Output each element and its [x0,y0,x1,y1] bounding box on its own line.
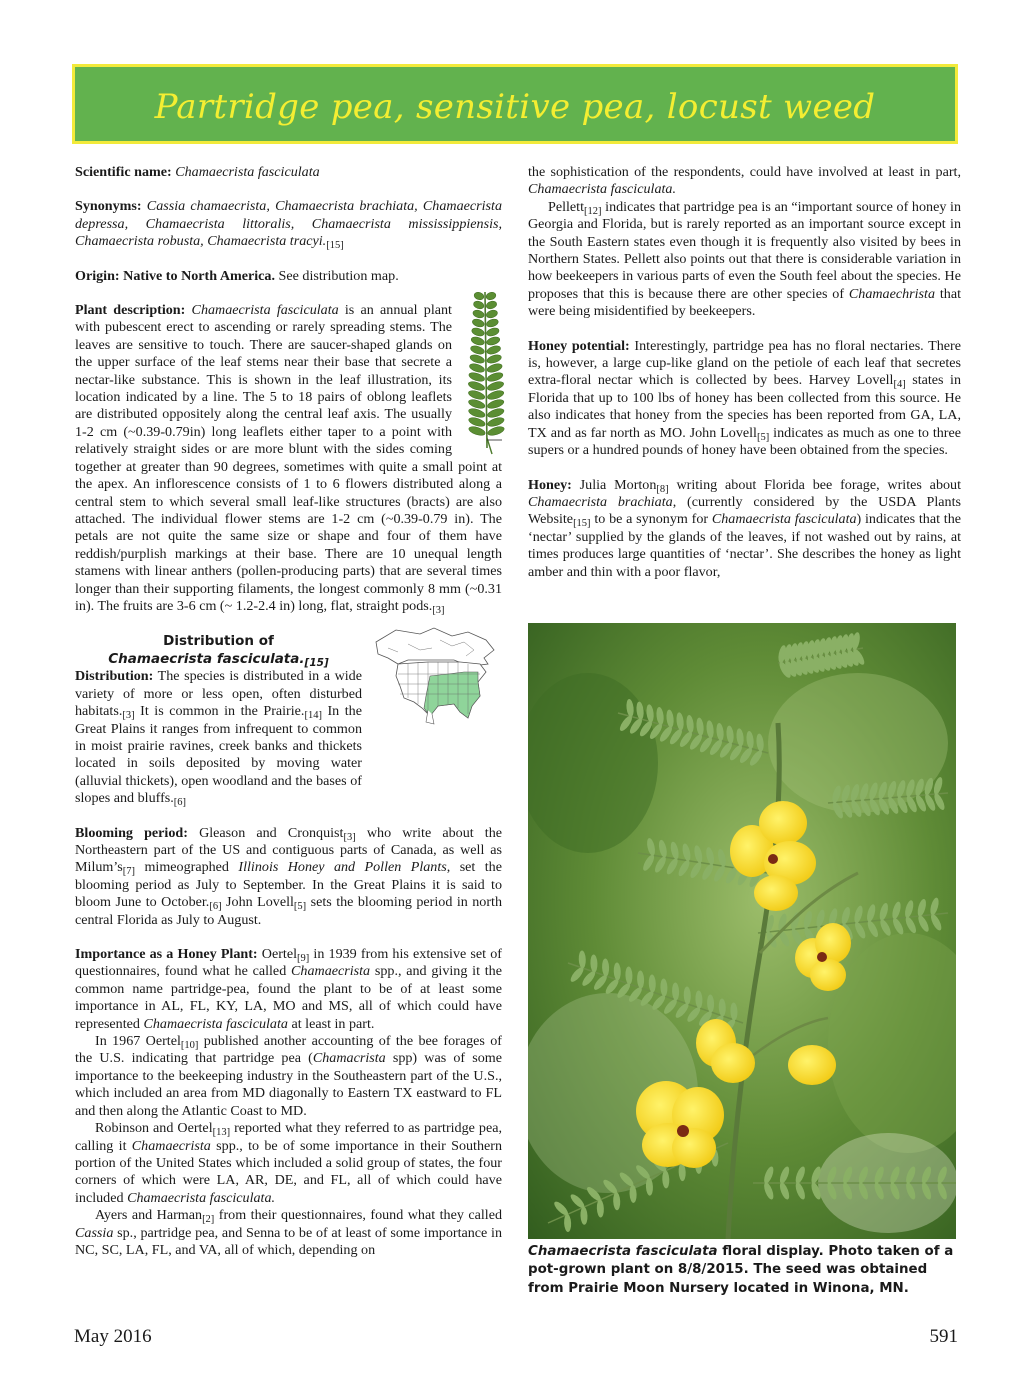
paragraph-text: from their questionnaires, found what they called [214,1207,502,1224]
leaflet [487,398,505,410]
leaflet [487,416,505,428]
plant-text: is an annual plant with pubescent erect to ascending or rarely spreading stems. The leaves are sensitive to touch. There are saucer-shaped glands on the upper surface of the leaf stems near their base that secrete a nectar-like substance. This is shown in the leaf illustration, its location indicated by a line. The 5 to 18 pairs of oblong leaflets are distributed oppositely along the central leaf axis. The usually 1-2 cm (~0.39-0.79in) long leaflets either taper to a point with relatively straight sides or are more blunt with the sides coming together at greater than 90 degrees, sometimes with quite a small point at the apex. An inflorescence consists of 1 to 6 flowers distributed along a central stem to which several small leaf-like structures (bracts) are also attached. The individual flower stems are 1-2 cm (~0.39-0.79 in). The petals are not quite the same size or shape and four of them have reddish/purplish markings at their base. There are 10 unequal length stamens with linear anthers (pollen-producing parts) that are several times longer than their supporting filaments, the longest commonly 8 mm (~0.31 in). The fruits are 3-6 cm (~ 1.2-2.4 in) long, flat, straight pods. [75,302,502,614]
issue-date: May 2016 [74,1326,152,1347]
paragraph-pellett [528,199,961,321]
paragraph-text: to be a synonym for [590,511,712,528]
citation-ref: [13] [212,1127,231,1139]
bloom-text: , set the blooming period as July to September. In the Great Plains it is said to bloom June to October. [75,859,502,911]
paragraph-text: indicates that partridge pea is an “important source of honey in Georgia and Florida, but is rarely reported as an important source except in the South Eastern states even though it is frequently also visited by bees in Northern States. Pellett also points out that there is considerable variation in how beekeepers in various parts of even the South feel about the species. He proposes that this is because there are other species of [528,198,961,302]
citation-ref: [7] [122,866,136,878]
bloom-text: John Lovell [221,894,294,911]
blooming-period [75,825,502,929]
citation-ref: [3] [432,604,445,616]
plant-description [75,302,502,615]
leaflet [471,318,485,329]
species-name: Chamaecrista brachiata [528,493,673,510]
species-name: Chamaecrista fasciculata. [127,1189,276,1206]
synonyms [75,198,502,250]
distribution-map [368,624,510,726]
leaflet [486,353,502,364]
origin [75,268,502,285]
paragraph-text: Robinson and Oertel [95,1120,213,1137]
sci-label: Scientific name: [75,164,172,180]
genus-name: Chamaecrista [131,1137,211,1154]
leaflet [468,416,486,428]
species-name: Chamaecrista fasciculata [143,1015,288,1032]
citation-ref: [15] [304,657,329,670]
origin-text: See distribution map. [275,267,399,284]
flower-photo [528,623,956,1239]
leaflet [485,309,498,319]
syn-value: Cassia chamaecrista, Chamaecrista brachiata, Chamaecrista depressa, Chamaecrista littoralis, Chamaecrista mississippiensis, Chamaecrista robusta, Chamaecrista tracyi. [75,198,502,250]
photo-caption [528,1243,960,1298]
map-caption-line2: Chamaecrista fasciculata. [108,651,305,668]
species-name: Chamaecrista fasciculata. [528,181,676,198]
leaflet [486,371,504,383]
leaflet [472,309,485,319]
leaflet [470,344,486,355]
dist-text: In the Great Plains it ranges from infrequent to common in moist prairie ravines, creek banks and thickets located in soils deposited by moving water (alluvial thickets), open woodland and the bases of slopes and bluffs. [75,703,362,807]
citation-ref: [14] [304,710,322,722]
citation-ref: [6] [209,901,222,913]
citation-ref: [5] [293,901,307,913]
citation-ref: [9] [297,953,310,965]
leaflet [485,318,499,329]
paragraph-text: sp., partridge pea, and Senna to be of at least of some importance in NC, SC, LA, FL, and VA, all of which, depending on [75,1224,502,1258]
paragraph-text: that were being misidentified by beekeepers. [528,285,961,320]
honey-potential-label: Honey potential: [528,337,630,354]
paragraph-text: spp., to be of some importance in their Southern portion of the United States which included a solid group of states, the four corners of which were LA, AR, DE, and FL, all of which could have included [75,1137,502,1206]
leaflet [486,380,504,392]
leaflet [486,336,501,347]
leaflet [469,353,485,364]
paragraph-text: indicates as much as one to three supers or a hundred pounds of honey have been obtained from the species. [528,424,961,459]
caption-species: Chamaecrista fasciculata [528,1244,718,1259]
leaflet [468,398,486,410]
paragraph-text: published another accounting of the bee forages of the U.S. indicating that partridge pea ( [75,1033,502,1067]
leaflet [468,425,486,437]
leaflet [467,380,485,392]
leaflet [473,300,485,310]
importance-text: in 1939 from his extensive set of questionnaires, found what he called [75,946,502,980]
paragraph-text: ) indicates that the ‘nectar’ supplied by the glands of the leaves, if not washed out by rains, at times produces large quantities of ‘nectar’. She describes the honey as light amber and thin with a poor flavor, [528,511,961,580]
origin-label: Origin: Native to North America. [75,267,276,284]
citation-ref: [6] [173,797,187,809]
honey-potential [528,338,961,460]
paragraph-ayers-harman [75,1207,502,1259]
leaflet [468,371,486,383]
genus-name: Cassia [75,1224,114,1241]
paragraph-text: Ayers and Harman [95,1207,203,1224]
leaflet [468,362,485,374]
title-banner [72,64,958,144]
leaf-illustration [456,288,514,456]
left-column [75,164,502,1259]
citation-ref: [3] [122,710,135,722]
plant-label: Plant description: [75,302,186,319]
leaflet [470,336,485,347]
citation-ref: [2] [202,1214,215,1226]
caption-text: floral display. Photo taken of a pot-grown plant on 8/8/2015. The seed was obtained from Prairie Moon Nursery located in Winona, MN. [528,1244,954,1296]
importance-honey-plant [75,946,502,1033]
paragraph-text: , (currently considered by the USDA Plants Website [528,493,961,528]
bloom-text: who write about the Northeastern part of the US and contiguous parts of Canada, as well as Milum’s [75,824,503,876]
paragraph-text: Julia Morton [571,476,657,493]
citation-ref: [8] [656,483,669,495]
citation-ref: [3] [343,831,356,843]
leaflet [485,291,497,301]
species-name: Chamaecrista fasciculata [711,511,857,528]
page-number: 591 [929,1326,958,1347]
leaflet [486,389,504,401]
plant-species: Chamaecrista fasciculata [185,302,339,319]
bloom-label: Blooming period: [75,824,188,841]
paragraph-text: writing about Florida bee forage, writes about [668,476,961,493]
paragraph-text: spp) was of some importance to the beekeeping industry in the Southeastern part of the U.S., which included an area from MD diagonally to Eastern TX eastward to FL and then along the Atlantic Coast to MD. [75,1050,502,1119]
citation-ref: [10] [180,1040,199,1052]
distribution-map-block [368,624,510,786]
honey [528,477,961,581]
importance-text: Oertel [257,946,297,963]
leaflet [471,327,485,338]
importance-text: spp., and giving it the common name partridge-pea, found the plant to be of at least some importance in AL, FL, KY, LA, MO and MS, all of which could have represented [75,963,502,1032]
paragraph-text: Interestingly, partridge pea has no floral nectaries. There is, however, a large cup-like gland on the petiole of each leaf that secretes extra-floral nectar which is collected by bees. Harvey Lovell [528,337,961,389]
paragraph-oertel-1967 [75,1033,502,1120]
importance-label: Importance as a Honey Plant: [75,946,258,963]
paragraph-text: reported what they referred to as partridge pea, calling it [75,1120,502,1154]
citation-ref: [5] [756,431,770,443]
leaflet [467,389,485,401]
leaflet [487,425,505,437]
dist-label: Distribution: [75,668,154,685]
leaflet [486,344,502,355]
dist-text: The species is distributed in a wide variety of more or less open, often disturbed habitats. [75,668,362,720]
bloom-text: mimeographed [135,859,239,876]
book-title: Illinois Honey and Pollen Plants [238,859,447,876]
citation-ref: [15] [326,240,344,252]
leaflet [473,291,485,301]
syn-label: Synonyms: [75,198,142,215]
bloom-text: sets the blooming period in north central Florida as July to August. [75,894,502,928]
importance-text: at least in part. [287,1015,375,1032]
genus-name: Chamaecrista [291,963,371,980]
citation-ref: [15] [573,518,591,530]
sci-value: Chamaecrista fasciculata [175,164,320,180]
continued-paragraph [528,164,961,199]
bloom-text: Gleason and Cronquist [187,824,344,841]
page-title: Partridge pea, sensitive pea, locust weed [154,87,876,127]
citation-ref: [12] [584,205,602,217]
dist-text: It is common in the Prairie. [134,703,305,720]
paragraph-text: Pellett [548,198,585,215]
scientific-name [75,164,502,181]
right-column [528,164,961,581]
paragraph-text: In 1967 Oertel [95,1033,181,1050]
paragraph-text: states in Florida that up to 100 lbs of honey has been collected from this source. He also indicates that honey from the species has been reported from GA, LA, TX and as far north as MO. John Lovell [528,372,961,441]
leaflet [487,407,505,419]
leaflet [468,407,486,419]
flower-photo-image [528,623,956,1239]
paragraph-robinson-oertel [75,1120,502,1207]
honey-label: Honey: [528,476,572,493]
genus-name: Chamacrista [312,1050,386,1067]
genus-name: Chamaechrista [848,285,935,302]
map-caption-line1: Distribution of [163,633,274,650]
leaflet [485,300,497,310]
leaflet [486,327,500,338]
leaflet [486,362,503,374]
citation-ref: [4] [893,379,906,391]
paragraph-text: the sophistication of the respondents, could have involved at least in part, [528,164,961,180]
